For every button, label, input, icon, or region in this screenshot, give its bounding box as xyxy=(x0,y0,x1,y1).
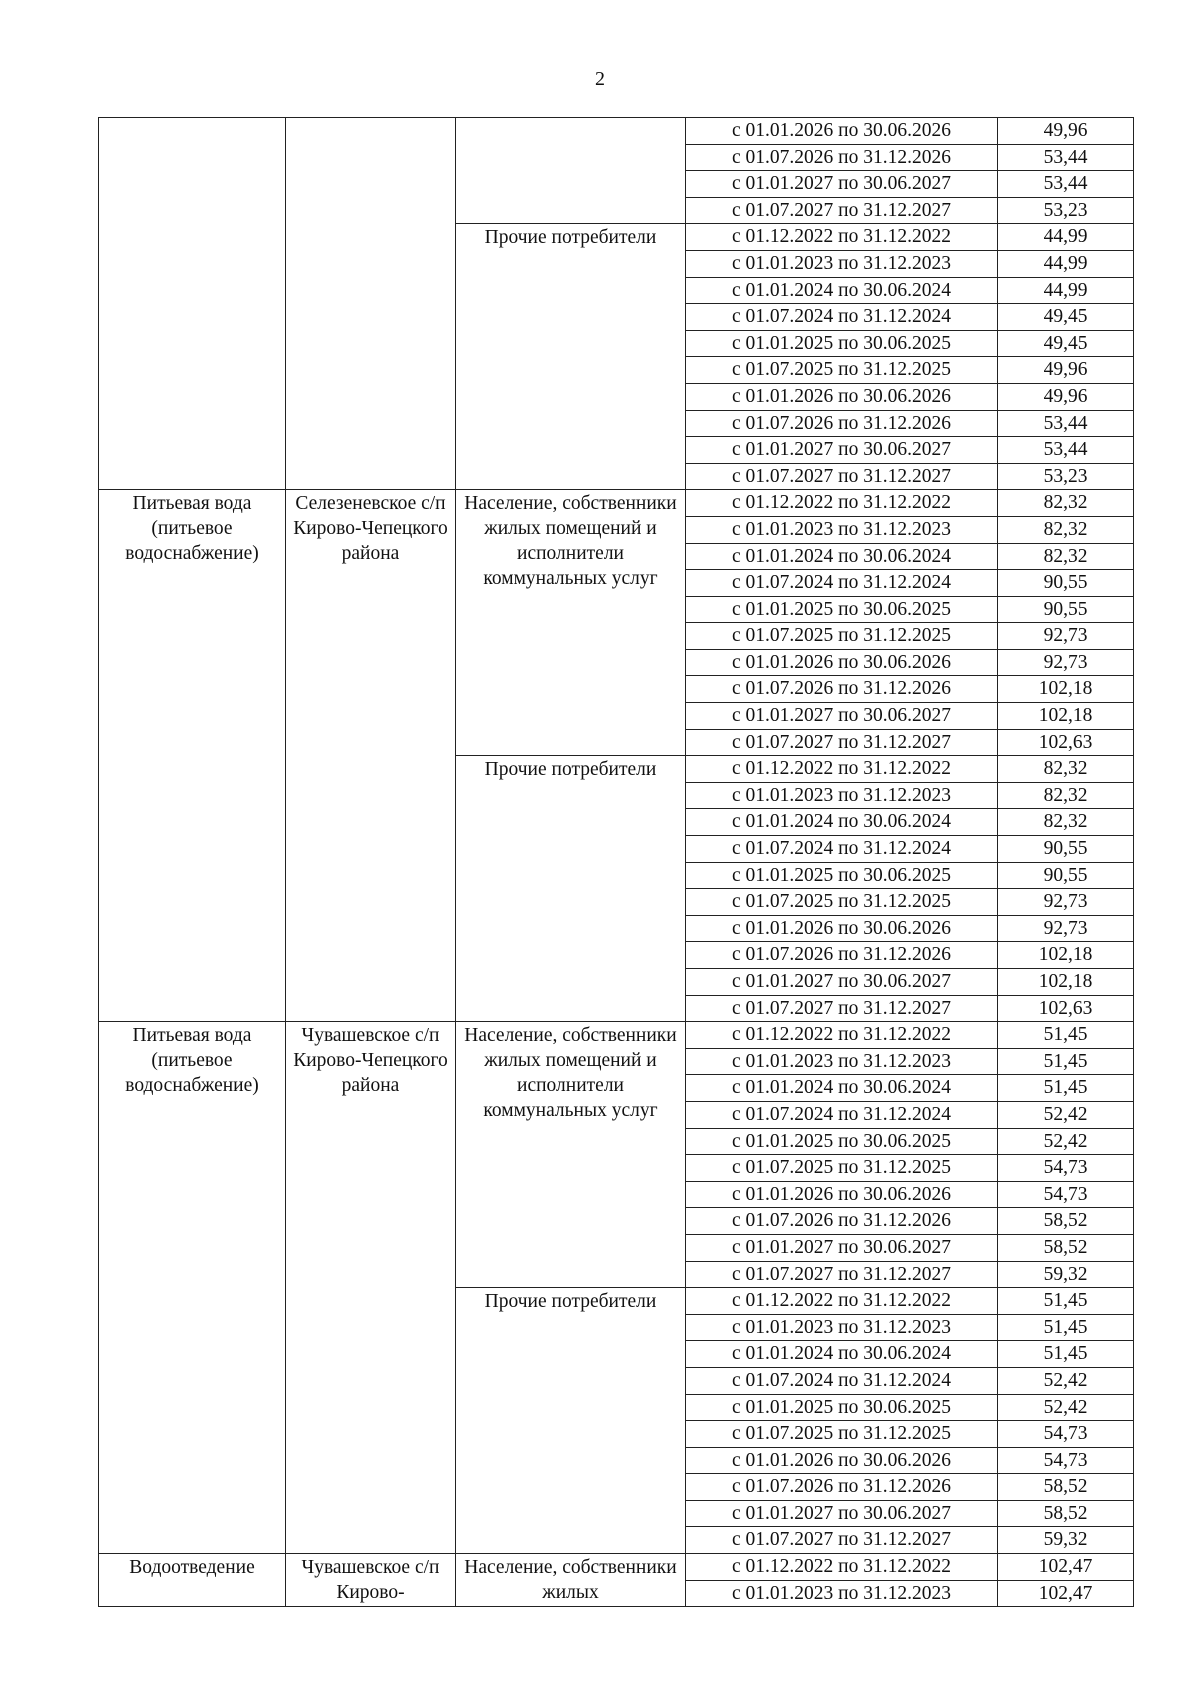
tariff-value-cell: 58,52 xyxy=(998,1474,1134,1501)
period-cell: с 01.01.2026 по 30.06.2026 xyxy=(686,118,998,145)
period-cell: с 01.01.2023 по 31.12.2023 xyxy=(686,250,998,277)
period-cell: с 01.07.2024 по 31.12.2024 xyxy=(686,304,998,331)
period-cell: с 01.01.2026 по 30.06.2026 xyxy=(686,915,998,942)
period-cell: с 01.01.2023 по 31.12.2023 xyxy=(686,1580,998,1607)
period-cell: с 01.01.2025 по 30.06.2025 xyxy=(686,862,998,889)
tariff-value-cell: 44,99 xyxy=(998,250,1134,277)
tariff-value-cell: 82,32 xyxy=(998,782,1134,809)
tariff-value-cell: 53,23 xyxy=(998,463,1134,490)
table-row xyxy=(99,1554,1134,1581)
consumer-category-cell: Прочие потребители xyxy=(456,1288,686,1554)
tariff-value-cell: 102,18 xyxy=(998,942,1134,969)
period-cell: с 01.01.2027 по 30.06.2027 xyxy=(686,1500,998,1527)
period-cell: с 01.01.2023 по 31.12.2023 xyxy=(686,516,998,543)
period-cell: с 01.01.2027 по 30.06.2027 xyxy=(686,969,998,996)
period-cell: с 01.01.2026 по 30.06.2026 xyxy=(686,383,998,410)
period-cell: с 01.12.2022 по 31.12.2022 xyxy=(686,1554,998,1581)
tariff-value-cell: 49,96 xyxy=(998,118,1134,145)
tariff-value-cell: 51,45 xyxy=(998,1341,1134,1368)
period-cell: с 01.01.2026 по 30.06.2026 xyxy=(686,1447,998,1474)
period-cell: с 01.01.2027 по 30.06.2027 xyxy=(686,437,998,464)
period-cell: с 01.12.2022 по 31.12.2022 xyxy=(686,1288,998,1315)
service-cell: Питьевая вода (питьевое водоснабжение) xyxy=(99,1022,286,1554)
period-cell: с 01.01.2024 по 30.06.2024 xyxy=(686,1075,998,1102)
tariff-value-cell: 82,32 xyxy=(998,543,1134,570)
period-cell: с 01.01.2025 по 30.06.2025 xyxy=(686,1128,998,1155)
period-cell: с 01.01.2027 по 30.06.2027 xyxy=(686,171,998,198)
period-cell: с 01.01.2027 по 30.06.2027 xyxy=(686,703,998,730)
period-cell: с 01.12.2022 по 31.12.2022 xyxy=(686,1022,998,1049)
period-cell: с 01.12.2022 по 31.12.2022 xyxy=(686,756,998,783)
period-cell: с 01.07.2026 по 31.12.2026 xyxy=(686,676,998,703)
period-cell: с 01.07.2025 по 31.12.2025 xyxy=(686,623,998,650)
tariff-value-cell: 53,44 xyxy=(998,437,1134,464)
period-cell: с 01.07.2027 по 31.12.2027 xyxy=(686,463,998,490)
period-cell: с 01.01.2025 по 30.06.2025 xyxy=(686,1394,998,1421)
consumer-category-cell: Население, собственники жилых помещений и исполнители коммунальных услуг xyxy=(456,1022,686,1288)
tariff-value-cell: 53,44 xyxy=(998,171,1134,198)
tariff-value-cell: 102,47 xyxy=(998,1580,1134,1607)
tariff-value-cell: 51,45 xyxy=(998,1048,1134,1075)
tariff-value-cell: 102,18 xyxy=(998,703,1134,730)
tariff-value-cell: 102,47 xyxy=(998,1554,1134,1581)
period-cell: с 01.07.2025 по 31.12.2025 xyxy=(686,1155,998,1182)
tariff-value-cell: 49,96 xyxy=(998,357,1134,384)
tariff-value-cell: 58,52 xyxy=(998,1208,1134,1235)
period-cell: с 01.01.2024 по 30.06.2024 xyxy=(686,1341,998,1368)
tariff-value-cell: 59,32 xyxy=(998,1261,1134,1288)
period-cell: с 01.12.2022 по 31.12.2022 xyxy=(686,224,998,251)
tariff-value-cell: 52,42 xyxy=(998,1101,1134,1128)
period-cell: с 01.01.2023 по 31.12.2023 xyxy=(686,782,998,809)
table-row xyxy=(99,1022,1134,1049)
consumer-category-cell: Население, собственники жилых xyxy=(456,1554,686,1607)
period-cell: с 01.07.2025 по 31.12.2025 xyxy=(686,889,998,916)
service-cell: Водоотведение xyxy=(99,1554,286,1607)
tariff-value-cell: 44,99 xyxy=(998,224,1134,251)
tariff-value-cell: 53,23 xyxy=(998,197,1134,224)
period-cell: с 01.07.2027 по 31.12.2027 xyxy=(686,995,998,1022)
period-cell: с 01.07.2027 по 31.12.2027 xyxy=(686,1261,998,1288)
tariff-value-cell: 102,63 xyxy=(998,995,1134,1022)
tariff-value-cell: 52,42 xyxy=(998,1128,1134,1155)
tariff-value-cell: 51,45 xyxy=(998,1022,1134,1049)
tariff-value-cell: 49,96 xyxy=(998,383,1134,410)
consumer-category-cell: Население, собственники жилых помещений и исполнители коммунальных услуг xyxy=(456,490,686,756)
period-cell: с 01.07.2026 по 31.12.2026 xyxy=(686,1208,998,1235)
tariff-value-cell: 49,45 xyxy=(998,304,1134,331)
period-cell: с 01.07.2025 по 31.12.2025 xyxy=(686,357,998,384)
tariff-table xyxy=(98,117,1134,1607)
period-cell: с 01.01.2026 по 30.06.2026 xyxy=(686,1181,998,1208)
period-cell: с 01.07.2026 по 31.12.2026 xyxy=(686,410,998,437)
period-cell: с 01.07.2027 по 31.12.2027 xyxy=(686,1527,998,1554)
tariff-value-cell: 51,45 xyxy=(998,1075,1134,1102)
tariff-value-cell: 82,32 xyxy=(998,516,1134,543)
table-row xyxy=(99,118,1134,145)
tariff-value-cell: 44,99 xyxy=(998,277,1134,304)
tariff-value-cell: 54,73 xyxy=(998,1181,1134,1208)
tariff-value-cell: 102,63 xyxy=(998,729,1134,756)
tariff-value-cell: 54,73 xyxy=(998,1447,1134,1474)
tariff-table-body xyxy=(99,118,1134,1607)
tariff-value-cell: 90,55 xyxy=(998,570,1134,597)
tariff-value-cell: 53,44 xyxy=(998,410,1134,437)
period-cell: с 01.07.2024 по 31.12.2024 xyxy=(686,1367,998,1394)
period-cell: с 01.01.2025 по 30.06.2025 xyxy=(686,596,998,623)
territory-cell: Селезеневское с/п Кирово-Чепецкого района xyxy=(286,490,456,1022)
page-number: 2 xyxy=(595,68,605,90)
tariff-value-cell: 92,73 xyxy=(998,889,1134,916)
tariff-value-cell: 58,52 xyxy=(998,1500,1134,1527)
territory-cell: Чувашевское с/п Кирово-Чепецкого района xyxy=(286,1022,456,1554)
tariff-value-cell: 90,55 xyxy=(998,836,1134,863)
tariff-value-cell: 52,42 xyxy=(998,1367,1134,1394)
tariff-value-cell: 59,32 xyxy=(998,1527,1134,1554)
consumer-category-cell: Прочие потребители xyxy=(456,756,686,1022)
tariff-value-cell: 102,18 xyxy=(998,969,1134,996)
tariff-value-cell: 82,32 xyxy=(998,490,1134,517)
tariff-value-cell: 51,45 xyxy=(998,1314,1134,1341)
tariff-value-cell: 82,32 xyxy=(998,809,1134,836)
tariff-value-cell: 54,73 xyxy=(998,1155,1134,1182)
period-cell: с 01.12.2022 по 31.12.2022 xyxy=(686,490,998,517)
period-cell: с 01.01.2023 по 31.12.2023 xyxy=(686,1314,998,1341)
period-cell: с 01.07.2025 по 31.12.2025 xyxy=(686,1421,998,1448)
tariff-value-cell: 92,73 xyxy=(998,623,1134,650)
period-cell: с 01.07.2024 по 31.12.2024 xyxy=(686,1101,998,1128)
period-cell: с 01.01.2024 по 30.06.2024 xyxy=(686,809,998,836)
period-cell: с 01.07.2027 по 31.12.2027 xyxy=(686,729,998,756)
territory-cell xyxy=(286,118,456,490)
tariff-value-cell: 92,73 xyxy=(998,649,1134,676)
tariff-value-cell: 51,45 xyxy=(998,1288,1134,1315)
period-cell: с 01.01.2027 по 30.06.2027 xyxy=(686,1234,998,1261)
period-cell: с 01.07.2024 по 31.12.2024 xyxy=(686,570,998,597)
consumer-category-cell xyxy=(456,118,686,224)
period-cell: с 01.01.2026 по 30.06.2026 xyxy=(686,649,998,676)
period-cell: с 01.07.2026 по 31.12.2026 xyxy=(686,144,998,171)
tariff-value-cell: 58,52 xyxy=(998,1234,1134,1261)
tariff-value-cell: 90,55 xyxy=(998,596,1134,623)
tariff-value-cell: 49,45 xyxy=(998,330,1134,357)
period-cell: с 01.01.2024 по 30.06.2024 xyxy=(686,543,998,570)
service-cell xyxy=(99,118,286,490)
service-cell: Питьевая вода (питьевое водоснабжение) xyxy=(99,490,286,1022)
period-cell: с 01.01.2024 по 30.06.2024 xyxy=(686,277,998,304)
period-cell: с 01.07.2026 по 31.12.2026 xyxy=(686,1474,998,1501)
tariff-value-cell: 53,44 xyxy=(998,144,1134,171)
period-cell: с 01.01.2025 по 30.06.2025 xyxy=(686,330,998,357)
tariff-value-cell: 54,73 xyxy=(998,1421,1134,1448)
period-cell: с 01.07.2024 по 31.12.2024 xyxy=(686,836,998,863)
tariff-value-cell: 82,32 xyxy=(998,756,1134,783)
table-row xyxy=(99,490,1134,517)
tariff-value-cell: 90,55 xyxy=(998,862,1134,889)
tariff-value-cell: 52,42 xyxy=(998,1394,1134,1421)
tariff-value-cell: 92,73 xyxy=(998,915,1134,942)
tariff-value-cell: 102,18 xyxy=(998,676,1134,703)
period-cell: с 01.01.2023 по 31.12.2023 xyxy=(686,1048,998,1075)
period-cell: с 01.07.2027 по 31.12.2027 xyxy=(686,197,998,224)
period-cell: с 01.07.2026 по 31.12.2026 xyxy=(686,942,998,969)
consumer-category-cell: Прочие потребители xyxy=(456,224,686,490)
territory-cell: Чувашевское с/п Кирово- xyxy=(286,1554,456,1607)
